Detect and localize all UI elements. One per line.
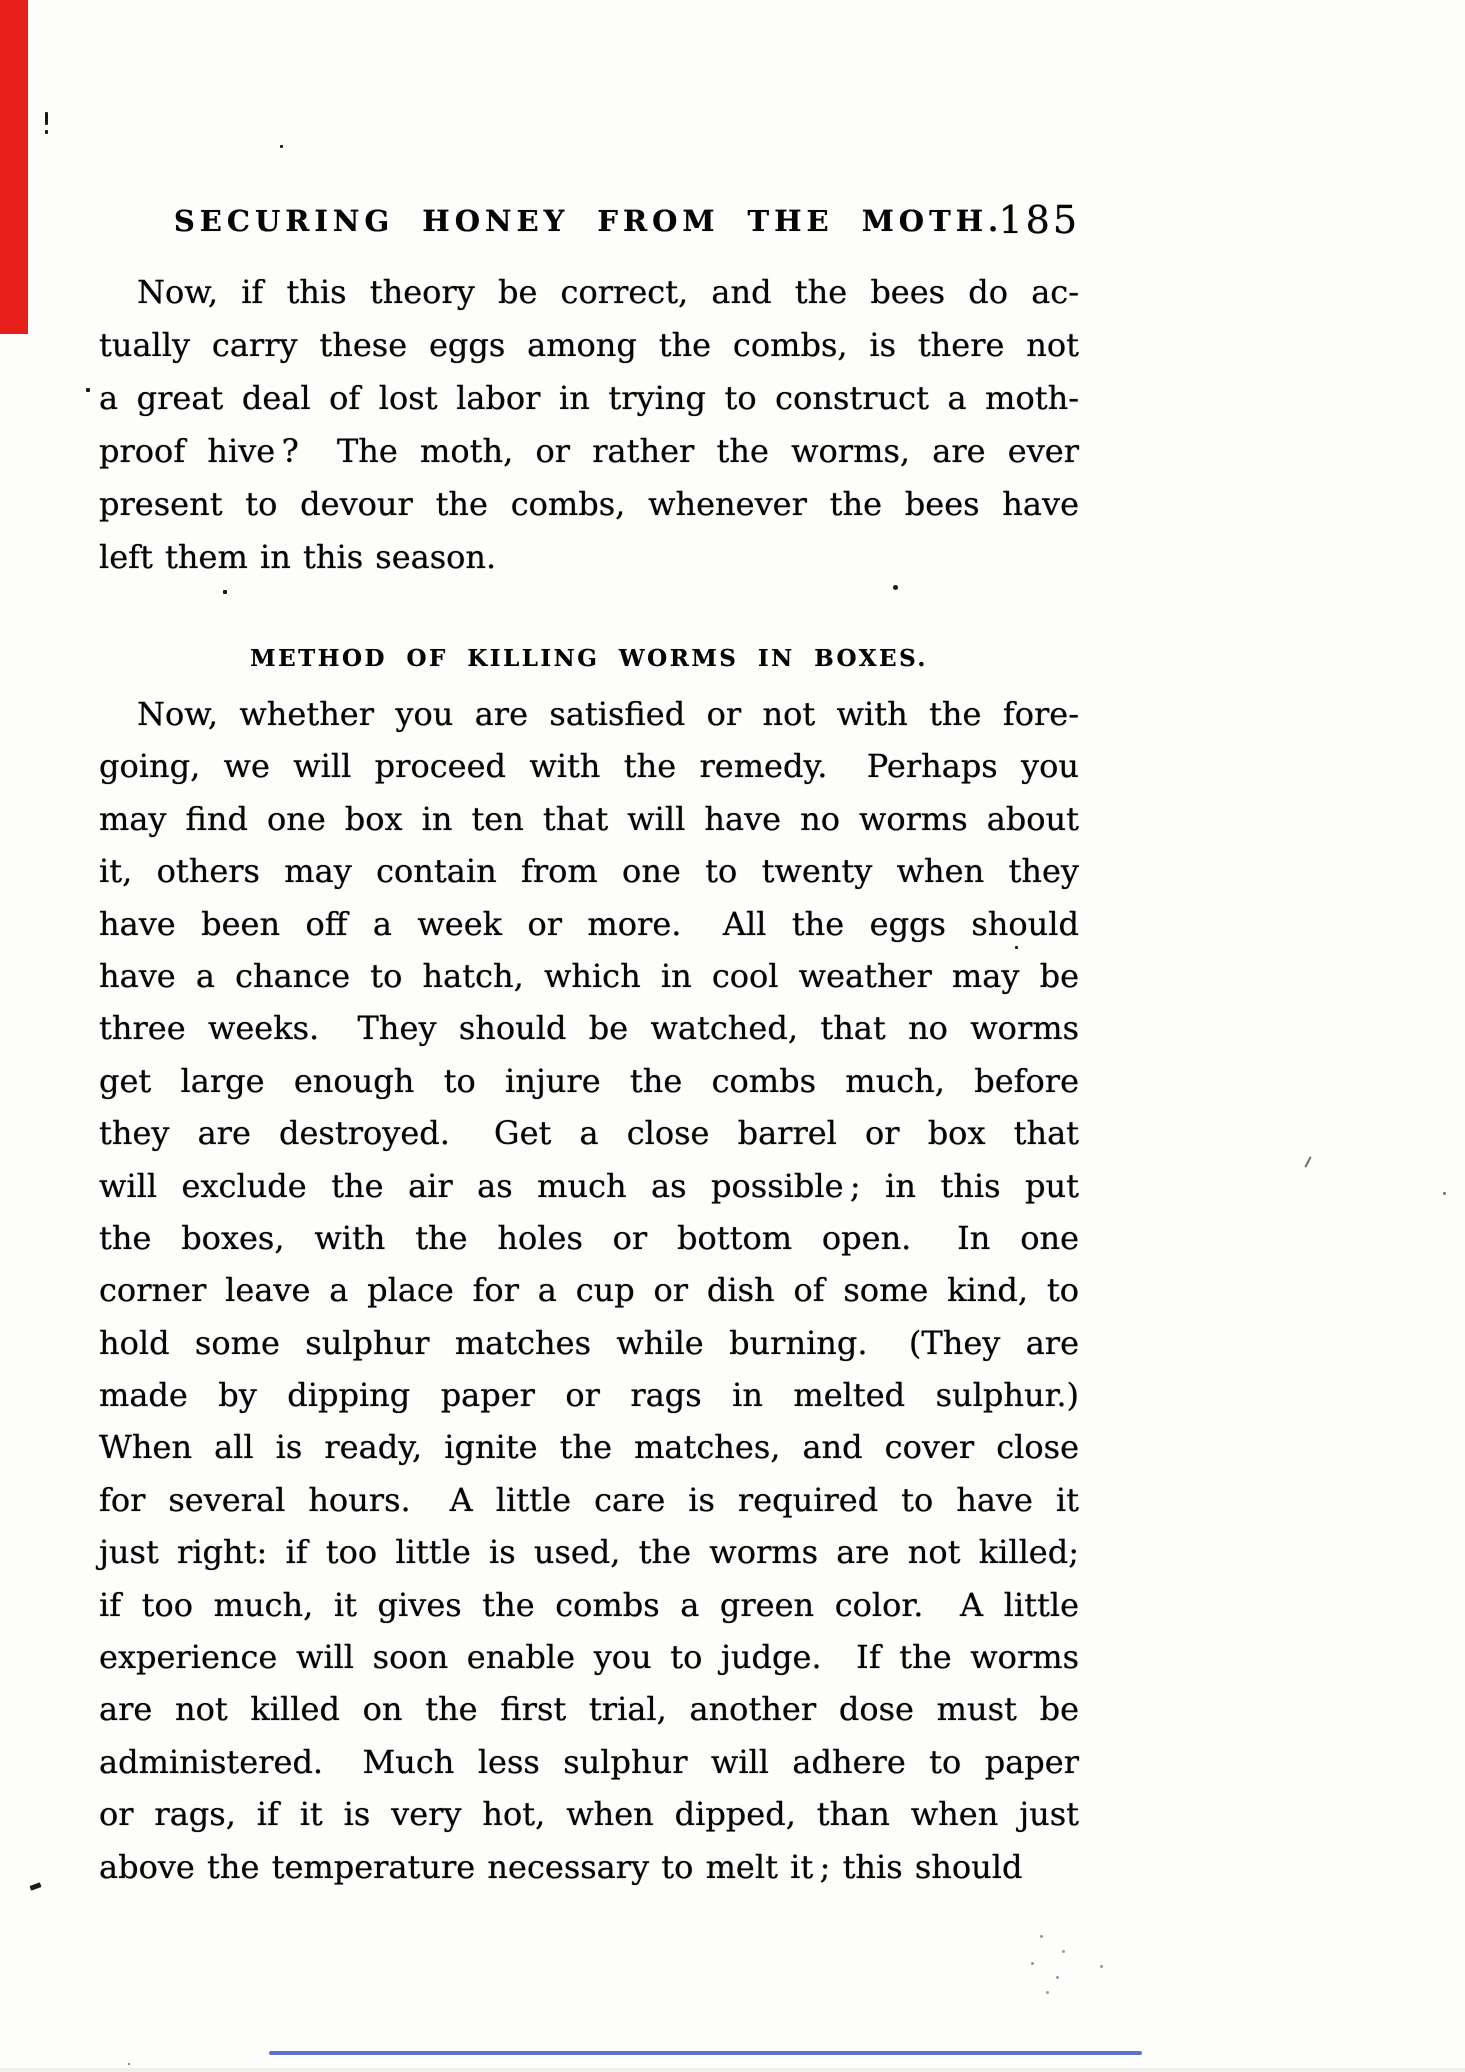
scan-speck	[1040, 1935, 1043, 1938]
text-line: it, others may contain from one to twenty when they	[99, 852, 1079, 891]
text-line: the boxes, with the holes or bottom open. In one	[99, 1218, 1079, 1257]
scan-speck	[1015, 946, 1018, 949]
paragraph-2	[99, 688, 1079, 1893]
scan-edge	[0, 2068, 1465, 2072]
text-line: have a chance to hatch, which in cool weather may be	[99, 956, 1079, 995]
text-line: are not killed on the first trial, another dose must be	[99, 1690, 1079, 1729]
scan-speck	[45, 112, 48, 125]
text-line: three weeks. They should be watched, that no worms	[99, 1009, 1079, 1048]
scan-speck	[1056, 1976, 1059, 1979]
text-line: a great deal of lost labor in trying to construct a moth-	[99, 379, 1079, 417]
scan-speck	[128, 2063, 130, 2065]
scan-speck	[223, 590, 227, 594]
scan-speck	[1046, 1991, 1049, 1994]
scan-artifact-blue-line	[269, 2051, 1142, 2055]
text-line: present to devour the combs, whenever the bees have	[99, 485, 1079, 523]
text-line: tually carry these eggs among the combs, is there not	[99, 326, 1079, 364]
text-line: hold some sulphur matches while burning. (They are	[99, 1323, 1079, 1362]
scan-speck	[893, 585, 898, 590]
text-line: or rags, if it is very hot, when dipped, than when just	[99, 1795, 1079, 1834]
text-line: made by dipping paper or rags in melted sulphur.)	[99, 1376, 1079, 1415]
book-edge-red-strip	[0, 0, 28, 334]
section-heading: METHOD OF KILLING WORMS IN BOXES.	[250, 645, 928, 672]
scan-speck	[280, 145, 283, 148]
text-line: left them in this season.	[99, 538, 497, 576]
text-line: When all is ready, ignite the matches, and cover close	[99, 1428, 1079, 1467]
scan-speck	[45, 130, 48, 134]
text-line: have been off a week or more. All the eggs should	[99, 904, 1079, 943]
text-line: Now, if this theory be correct, and the bees do ac-	[137, 273, 1079, 311]
text-line: administered. Much less sulphur will adhere to paper	[99, 1742, 1079, 1781]
text-line: if too much, it gives the combs a green color. A little	[99, 1585, 1079, 1624]
scan-speck	[86, 388, 90, 392]
text-line: proof hive ? The moth, or rather the worms, are ever	[99, 432, 1079, 470]
scan-speck	[29, 1882, 41, 1890]
text-line: above the temperature necessary to melt it ; this should	[99, 1847, 1023, 1886]
text-line: experience will soon enable you to judge. If the worms	[99, 1638, 1079, 1677]
text-line: Now, whether you are satisfied or not with the fore-	[137, 695, 1079, 733]
text-line: going, we will proceed with the remedy. Perhaps you	[99, 747, 1079, 786]
text-line: will exclude the air as much as possible ; in this put	[99, 1166, 1079, 1205]
running-title: SECURING HONEY FROM THE MOTH.	[173, 204, 1004, 238]
text-line: for several hours. A little care is required to have it	[99, 1480, 1079, 1519]
page-header	[97, 200, 1080, 246]
scan-speck	[1031, 1962, 1034, 1965]
scan-speck	[1100, 1965, 1103, 1968]
text-line: corner leave a place for a cup or dish of some kind, to	[99, 1271, 1079, 1310]
scan-speck	[1443, 1192, 1446, 1195]
paragraph-1	[99, 266, 1079, 584]
scan-speck	[1304, 1156, 1311, 1168]
text-line: they are destroyed. Get a close barrel or box that	[99, 1114, 1079, 1153]
text-line: get large enough to injure the combs much, before	[99, 1061, 1079, 1100]
page-number: 185	[998, 198, 1080, 242]
scan-speck	[1062, 1950, 1065, 1953]
text-line: may find one box in ten that will have no worms about	[99, 799, 1079, 838]
text-line: just right: if too little is used, the worms are not killed;	[99, 1533, 1079, 1572]
